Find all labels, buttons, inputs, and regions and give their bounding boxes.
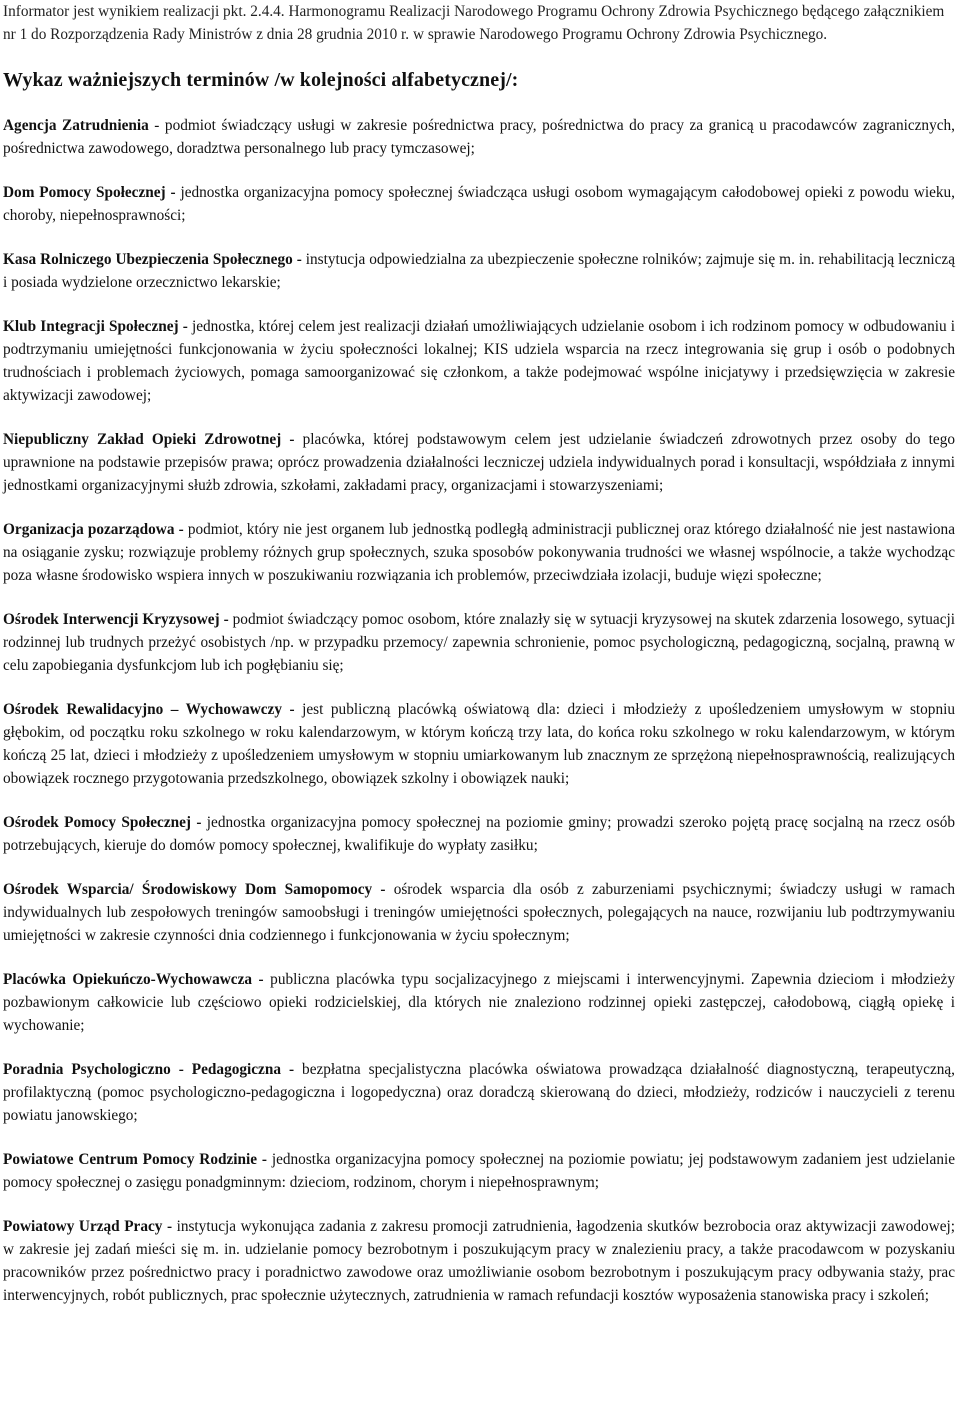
glossary-definition: jest publiczną placówką oświatową dla: dzieci i młodzieży z upośledzeniem umysłowym w stopniu głębokim, od początku roku szkolnego w roku kalendarzowym, w którym kończą trzy lata, do końca roku szkolnego w roku kalendarzowym, w którym kończą 25 lat, dzieci i młodzieży z upośledzeniem umysłowym w stopniu umiarkowanym lub znacznym ze sprzężoną niepełnosprawnością, realizujących obowiązek rocznego przygotowania przedszkolnego, obowiązek szkolny i obowiązek nauki; [3,701,955,787]
glossary-entry [3,518,955,587]
glossary-definition: bezpłatna specjalistyczna placówka oświatowa prowadząca działalność diagnostyczną, terapeutyczną, profilaktyczną (pomoc psychologiczno-pedagogiczna i logopedyczna) oraz doradczą skierowaną do dzieci, młodzieży, rodziców i nauczycieli z terenu powiatu janowskiego; [3,1061,955,1124]
glossary-entry [3,1058,955,1127]
glossary-heading: Wykaz ważniejszych terminów /w kolejności alfabetycznej/: [3,69,519,91]
glossary-definition: publiczna placówka typu socjalizacyjnego z miejscami i interwencyjnymi. Zapewnia dzieciom i młodzieży pozbawionym całkowicie lub częściowo opieki rodzicielskiej, dla których nie znaleziono rodzinnej opieki zastępczej, całodobową, ciągłą opiekę i wychowanie; [3,971,955,1034]
glossary-term: Powiatowe Centrum Pomocy Rodzinie - [3,1151,268,1168]
glossary-term: Klub Integracji Społecznej - [3,318,188,335]
glossary-definition: ośrodek wsparcia dla osób z zaburzeniami psychicznymi; świadczy usługi w ramach indywidualnych lub zespołowych treningów samoobsługi i treningów umiejętności społecznych, polegających na nauce, rozwijaniu lub podtrzymywaniu umiejętności w zakresie czynności dnia codziennego i funkcjonowania w życiu społecznym; [3,881,956,944]
glossary-definition: - podmiot świadczący usługi w zakresie pośrednictwa pracy, pośrednictwa do pracy za granicą u pracodawców zagranicznych, pośrednictwa zawodowego, doradztwa personalnego lub pracy tymczasowej; [3,117,955,157]
glossary-definition: placówka, której podstawowym celem jest udzielanie świadczeń zdrowotnych przez osoby do tego uprawnione na podstawie przepisów prawa; oprócz prowadzenia działalności leczniczej udziela indywidualnych porad i konsultacji, współdziała z innymi jednostkami organizacyjnymi służb zdrowia, szkołami, zakładami pracy, organizacjami i stowarzyszeniami; [3,431,955,494]
glossary-definition: jednostka organizacyjna pomocy społecznej świadcząca usługi osobom wymagającym całodobowej opieki z powodu wieku, choroby, niepełnosprawności; [3,184,956,224]
glossary-entry [3,1215,955,1307]
glossary-term: Placówka Opiekuńczo-Wychowawcza - [3,971,264,988]
glossary-term: Ośrodek Rewalidacyjno – Wychowawczy - [3,701,295,718]
intro-paragraph: Informator jest wynikiem realizacji pkt. 2.4.4. Harmonogramu Realizacji Narodowego Programu Ochrony Zdrowia Psychicznego będącego załącznikiem nr 1 do Rozporządzenia Rady Ministrów z dnia 28 grudnia 2010 r. w sprawie Narodowego Programu Ochrony Zdrowia Psychicznego. [3,3,945,43]
glossary-definition: jednostka organizacyjna pomocy społecznej na poziomie powiatu; jej podstawowym zadaniem jest udzielanie pomocy społecznej o zasięgu ponadgminnym: dzieciom, rodzinom, chorym i niepełnosprawnym; [3,1151,956,1191]
glossary-entry [3,698,955,790]
glossary-term: Poradnia Psychologiczno - Pedagogiczna - [3,1061,295,1078]
glossary-entry [3,114,955,160]
glossary-entry [3,315,955,407]
glossary-term: Agencja Zatrudnienia [3,117,149,134]
glossary-definition: jednostka, której celem jest realizacji działań umożliwiających udzielanie osobom i ich rodzinom pomocy w odbudowaniu i podtrzymaniu umiejętności funkcjonowania w życiu społeczności lokalnej; KIS udziela wsparcia na rzecz integrowania się grup i osób o podobnych trudnościach i problemach życiowych, pomaga samoorganizować się członkom, a także podejmować wspólne inicjatywy i przedsięwzięcia w zakresie aktywizacji zawodowej; [3,318,955,404]
glossary-term: Organizacja pozarządowa - [3,521,184,538]
glossary-term: Powiatowy Urząd Pracy - [3,1218,173,1235]
glossary-term: Ośrodek Wsparcia/ Środowiskowy Dom Samopomocy - [3,881,386,898]
glossary-term: Niepubliczny Zakład Opieki Zdrowotnej - [3,431,295,448]
glossary-term: Dom Pomocy Społecznej - [3,184,176,201]
glossary-entry [3,1148,955,1194]
glossary-entry [3,968,955,1037]
glossary-entry [3,608,955,677]
glossary-term: Kasa Rolniczego Ubezpieczenia Społecznego - [3,251,302,268]
glossary-definition: instytucja wykonująca zadania z zakresu promocji zatrudnienia, łagodzenia skutków bezrobocia oraz aktywizacji zawodowej; w zakresie jej zadań mieści się m. in. udzielanie pomocy bezrobotnym i poszukującym pracy w znalezieniu pracy, a także pracodawcom w pozyskaniu pracowników przez pośrednictwo pracy i poradnictwo zawodowe oraz umożliwianie osobom bezrobotnym i poszukującym pracy odbywania staży, prac interwencyjnych, robót publicznych, prac społecznie użytecznych, zatrudnienia w ramach refundacji kosztów wyposażenia stanowiska pracy i szkoleń; [3,1218,955,1304]
glossary-term: Ośrodek Pomocy Społecznej - [3,814,202,831]
glossary-entry [3,248,955,294]
glossary-entry [3,878,955,947]
glossary-definition: podmiot świadczący pomoc osobom, które znalazły się w sytuacji kryzysowej na skutek zdarzenia losowego, sytuacji rodzinnej lub trudnych przeżyć osobistych /np. w przypadku przemocy/ zapewnia schronienie, pomoc psychologiczną, pedagogiczną, socjalną, prawną w celu zapobiegania dysfunkcjom lub ich pogłębianiu się; [3,611,955,674]
glossary-entry [3,811,955,857]
glossary-definition: instytucja odpowiedzialna za ubezpieczenie społeczne rolników; zajmuje się m. in. rehabilitacją leczniczą i posiada wydzielone orzecznictwo lekarskie; [3,251,955,291]
glossary-term: Ośrodek Interwencji Kryzysowej - [3,611,229,628]
glossary-entry [3,181,955,227]
glossary-definition: jednostka organizacyjna pomocy społecznej na poziomie gminy; prowadzi szeroko pojętą pracę socjalną na rzecz osób potrzebujących, kieruje do domów pomocy społecznej, kwalifikuje do wypłaty zasiłku; [3,814,955,854]
glossary-definition: podmiot, który nie jest organem lub jednostką podległą administracji publicznej oraz którego działalność nie jest nastawiona na osiąganie zysku; rozwiązuje problemy różnych grup społecznych, szuka sposobów pokonywania trudności we własnej wspólnocie, a także wychodząc poza własne środowisko wspiera innych w poszukiwaniu rozwiązania ich problemów, przeciwdziała izolacji, buduje więzi społeczne; [3,521,955,584]
document-page [3,0,955,1328]
glossary-entry [3,428,955,497]
glossary-list [3,114,955,1307]
